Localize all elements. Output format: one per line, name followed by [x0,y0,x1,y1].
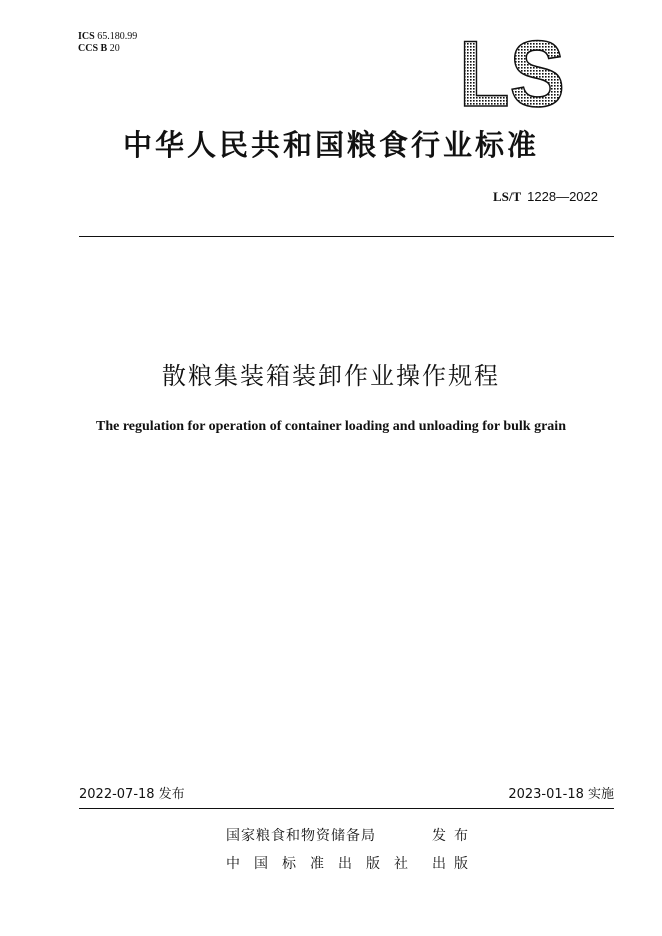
standard-number-value: 1228—2022 [527,189,598,204]
ics-code-row [78,31,137,43]
ls-logo-text: LS [459,21,565,126]
standard-number-prefix: LS/T [492,189,522,204]
standard-number [493,189,598,205]
header-divider [79,236,614,237]
footer-divider [79,808,614,809]
ccs-label: CCS [78,43,99,54]
document-title-en: The regulation for operation of container loading and unloading for bulk grain [96,419,566,434]
ics-label: ICS [78,31,95,42]
document-title-cn: 散粮集装箱装卸作业操作规程 [162,362,500,390]
issuer-action: 发布 [432,828,476,844]
implement-date: 2023-01-18 实施 [508,787,614,802]
ls-logo [458,21,566,126]
ccs-value: 20 [109,43,120,54]
printer-name: 中国标准出版社 [226,856,422,872]
issue-date: 2022-07-18 发布 [79,787,185,802]
ics-value: 65.180.99 [97,31,138,42]
issuer-name: 国家粮食和物资储备局 [226,828,376,844]
classification-codes [78,31,137,55]
standard-category-title: 中华人民共和国粮食行业标准 [122,128,539,162]
ccs-class: B [100,43,108,54]
printer-action: 出版 [432,856,476,872]
ccs-code-row [78,43,137,55]
